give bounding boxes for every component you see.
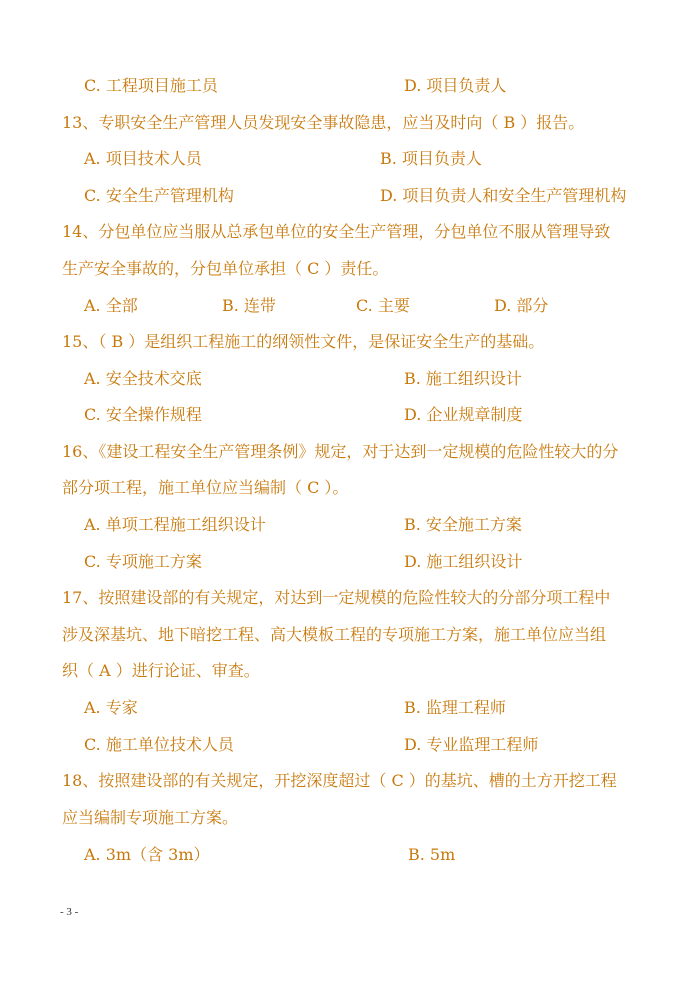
option-a: A. 全部	[84, 296, 138, 315]
option-c: C. 专项施工方案	[84, 552, 202, 571]
question-13: 13、专职安全生产管理人员发现安全事故隐患，应当及时向（ B ）报告。	[62, 113, 585, 132]
option-c: C. 安全生产管理机构	[84, 186, 234, 205]
option-d: D. 项目负责人	[404, 76, 507, 95]
option-d: D. 专业监理工程师	[404, 735, 539, 754]
question-16-line-1: 16、《建设工程安全生产管理条例》规定，对于达到一定规模的危险性较大的分	[62, 442, 619, 461]
option-d: D. 部分	[494, 296, 549, 315]
option-b: B. 连带	[222, 296, 276, 315]
option-b: B. 监理工程师	[404, 698, 506, 717]
option-c: C. 工程项目施工员	[84, 76, 218, 95]
question-18-line-1: 18、按照建设部的有关规定，开挖深度超过（ C ）的基坑、槽的土方开挖工程	[62, 771, 617, 790]
option-b: B. 安全施工方案	[404, 515, 522, 534]
option-a: A. 专家	[84, 698, 138, 717]
option-a: A. 项目技术人员	[84, 149, 202, 168]
option-c: C. 主要	[356, 296, 410, 315]
option-a: A. 单项工程施工组织设计	[84, 515, 266, 534]
question-17-line-3: 织（ A ）进行论证、审查。	[62, 661, 260, 680]
option-d: D. 企业规章制度	[404, 405, 523, 424]
question-14-line-1: 14、分包单位应当服从总承包单位的安全生产管理，分包单位不服从管理导致	[62, 222, 611, 241]
question-15: 15、（ B ）是组织工程施工的纲领性文件，是保证安全生产的基础。	[62, 332, 545, 351]
option-a: A. 安全技术交底	[84, 369, 202, 388]
option-d: D. 项目负责人和安全生产管理机构	[380, 186, 627, 205]
question-17-line-2: 涉及深基坑、地下暗挖工程、高大模板工程的专项施工方案，施工单位应当组	[62, 625, 607, 644]
option-d: D. 施工组织设计	[404, 552, 523, 571]
option-a: A. 3m（含 3m）	[84, 845, 210, 864]
option-c: C. 施工单位技术人员	[84, 735, 234, 754]
option-b: B. 施工组织设计	[404, 369, 522, 388]
question-18-line-2: 应当编制专项施工方案。	[62, 808, 239, 827]
option-b: B. 项目负责人	[380, 149, 482, 168]
question-16-line-2: 部分项工程，施工单位应当编制（ C ）。	[62, 478, 349, 497]
question-14-line-2: 生产安全事故的，分包单位承担（ C ）责任。	[62, 259, 389, 278]
page-number: - 3 -	[60, 906, 79, 918]
question-17-line-1: 17、按照建设部的有关规定，对达到一定规模的危险性较大的分部分项工程中	[62, 588, 611, 607]
option-b: B. 5m	[408, 845, 456, 864]
option-c: C. 安全操作规程	[84, 405, 202, 424]
